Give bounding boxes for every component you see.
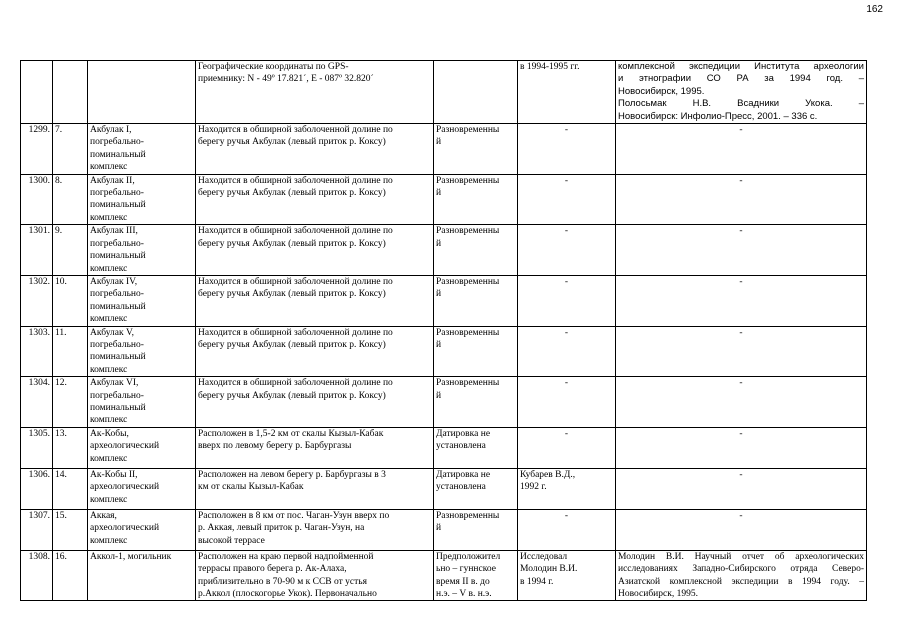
location-line: высокой террасе xyxy=(198,535,265,546)
cell-num: 10. xyxy=(53,275,88,326)
cell-research xyxy=(518,468,616,509)
cell-name xyxy=(88,550,196,601)
dating-line: Разновременны xyxy=(436,510,500,521)
cell-name xyxy=(88,225,196,276)
name-line: Аккол-1, могильник xyxy=(90,551,172,562)
cell-id: 1301. xyxy=(21,225,53,276)
research-line: Исследовал xyxy=(520,551,568,562)
cell-num: 13. xyxy=(53,427,88,468)
table-row xyxy=(21,509,867,550)
cell-research: в 1994-1995 гг. xyxy=(518,61,616,124)
name-line: поминальный xyxy=(90,402,146,413)
dating-line: Датировка не xyxy=(436,469,491,480)
cell-location xyxy=(196,509,434,550)
name-line: Акбулак IV, xyxy=(90,276,138,287)
name-line: комплекс xyxy=(90,314,128,325)
dating-line: й xyxy=(436,188,442,199)
cell-literature: - xyxy=(616,225,867,276)
cell-research: - xyxy=(518,124,616,175)
cell-location xyxy=(196,61,434,124)
name-line: поминальный xyxy=(90,149,146,160)
cell-num: 7. xyxy=(53,124,88,175)
dating-line: ьно – гуннское xyxy=(436,564,496,575)
name-line: погребально- xyxy=(90,289,144,300)
name-line: Ак-Кобы II, xyxy=(90,469,138,480)
name-line: погребально- xyxy=(90,339,144,350)
name-line: Акбулак VI, xyxy=(90,378,139,389)
cell-dating xyxy=(434,326,518,377)
cell-num: 8. xyxy=(53,174,88,225)
cell-location xyxy=(196,275,434,326)
cell-location xyxy=(196,427,434,468)
cell-literature: - xyxy=(616,326,867,377)
cell-dating xyxy=(434,174,518,225)
cell-name xyxy=(88,275,196,326)
name-line: погребально- xyxy=(90,137,144,148)
cell-literature: - xyxy=(616,124,867,175)
location-line: км от скалы Кызыл-Кабак xyxy=(198,482,304,493)
location-line: Расположен в 1,5-2 км от скалы Кызыл-Кабак xyxy=(198,428,384,439)
table-row xyxy=(21,468,867,509)
cell-name xyxy=(88,326,196,377)
cell-name xyxy=(88,509,196,550)
location-line: берегу ручья Акбулак (левый приток р. Коксу) xyxy=(198,390,386,401)
cell-name xyxy=(88,427,196,468)
cell-location xyxy=(196,377,434,428)
dating-line: Разновременны xyxy=(436,226,500,237)
table-row xyxy=(21,326,867,377)
cell-dating xyxy=(434,427,518,468)
name-line: поминальный xyxy=(90,352,146,363)
cell-name xyxy=(88,174,196,225)
research-line: Кубарев В.Д., xyxy=(520,469,576,480)
literature-line: Полосьмак Н.В. Всадники Укока. – xyxy=(618,98,864,110)
table-row xyxy=(21,550,867,601)
literature-line: Молодин В.И. Научный отчет об археологических xyxy=(618,551,864,562)
cell-research: - xyxy=(518,427,616,468)
cell-num: 15. xyxy=(53,509,88,550)
name-line: археологический xyxy=(90,482,160,493)
dating-line: Разновременны xyxy=(436,276,500,287)
name-line: археологический xyxy=(90,441,160,452)
cell-dating xyxy=(434,61,518,124)
literature-line: Новосибирск: Инфолио-Пресс, 2001. – 336 с. xyxy=(618,110,818,122)
cell-name xyxy=(88,61,196,124)
name-line: комплекс xyxy=(90,494,128,505)
cell-research: - xyxy=(518,377,616,428)
name-line: Акбулак III, xyxy=(90,226,138,237)
literature-line: исследованиях Западно-Сибирского отряда Северо- xyxy=(618,564,864,575)
cell-literature: - xyxy=(616,174,867,225)
location-line: берегу ручья Акбулак (левый приток р. Коксу) xyxy=(198,238,386,249)
cell-id: 1304. xyxy=(21,377,53,428)
cell-id: 1300. xyxy=(21,174,53,225)
cell-research: - xyxy=(518,326,616,377)
dating-line: й xyxy=(436,238,442,249)
cell-num: 16. xyxy=(53,550,88,601)
cell-dating xyxy=(434,124,518,175)
location-line: Находится в обширной заболоченной долине по xyxy=(198,125,393,136)
cell-literature: - xyxy=(616,468,867,509)
cell-name xyxy=(88,468,196,509)
literature-line: и этнографии СО РА за 1994 год. – xyxy=(618,73,864,85)
location-line: вверх по левому берегу р. Барбургазы xyxy=(198,441,352,452)
name-line: комплекс xyxy=(90,453,128,464)
location-line: р. Аккая, левый приток р. Чаган-Узун, на xyxy=(198,523,365,534)
cell-dating xyxy=(434,468,518,509)
location-line: приблизительно в 70-90 м к ССВ от устья xyxy=(198,576,367,587)
name-line: поминальный xyxy=(90,251,146,262)
name-line: погребально- xyxy=(90,390,144,401)
dating-line: й xyxy=(436,289,442,300)
research-line: 1992 г. xyxy=(520,482,547,493)
table-row xyxy=(21,174,867,225)
cell-literature: - xyxy=(616,427,867,468)
location-line: р.Аккол (плоскогорье Укок). Первоначально xyxy=(198,589,377,599)
location-line: берегу ручья Акбулак (левый приток р. Коксу) xyxy=(198,339,386,350)
cell-literature: - xyxy=(616,377,867,428)
cell-dating xyxy=(434,550,518,601)
literature-line: комплексной экспедиции Института археологии xyxy=(618,61,864,72)
dating-line: Разновременны xyxy=(436,378,500,389)
dating-line: н.э. – V в. н.э. xyxy=(436,589,492,599)
literature-line: Азиатской комплексной экспедиции в 1994 году. – xyxy=(618,576,864,587)
location-line: Расположен в 8 км от пос. Чаган-Узун вверх по xyxy=(198,510,390,521)
location-line: Расположен на левом берегу р. Барбургазы в 3 xyxy=(198,469,386,480)
name-line: погребально- xyxy=(90,188,144,199)
dating-line: й xyxy=(436,137,442,148)
cell-dating xyxy=(434,509,518,550)
cell-location xyxy=(196,326,434,377)
cell-literature xyxy=(616,550,867,601)
cell-name xyxy=(88,377,196,428)
cell-id: 1308. xyxy=(21,550,53,601)
dating-line: й xyxy=(436,390,442,401)
table-row xyxy=(21,427,867,468)
cell-dating xyxy=(434,377,518,428)
cell-num xyxy=(53,61,88,124)
cell-literature xyxy=(616,61,867,124)
dating-line: установлена xyxy=(436,482,486,493)
cell-id: 1299. xyxy=(21,124,53,175)
dating-line: время II в. до xyxy=(436,576,490,587)
cell-literature: - xyxy=(616,275,867,326)
name-line: комплекс xyxy=(90,162,128,173)
name-line: поминальный xyxy=(90,200,146,211)
location-line: Находится в обширной заболоченной долине по xyxy=(198,276,393,287)
location-line: Расположен на краю первой надпойменной xyxy=(198,551,374,562)
dating-line: Предположител xyxy=(436,551,501,562)
cell-id xyxy=(21,61,53,124)
name-line: Акбулак II, xyxy=(90,175,135,186)
cell-research: - xyxy=(518,174,616,225)
location-line: Находится в обширной заболоченной долине по xyxy=(198,327,393,338)
cell-research: - xyxy=(518,275,616,326)
page-number: 162 xyxy=(866,4,883,15)
cell-name xyxy=(88,124,196,175)
name-line: погребально- xyxy=(90,238,144,249)
literature-line: Новосибирск, 1995. xyxy=(618,85,705,97)
cell-location xyxy=(196,550,434,601)
cell-research: - xyxy=(518,509,616,550)
cell-dating xyxy=(434,225,518,276)
dating-line: й xyxy=(436,523,442,534)
research-line: в 1994 г. xyxy=(520,576,554,587)
table-row xyxy=(21,377,867,428)
name-line: комплекс xyxy=(90,415,128,426)
table-row xyxy=(21,225,867,276)
name-line: Аккая, xyxy=(90,510,117,521)
cell-id: 1306. xyxy=(21,468,53,509)
cell-location xyxy=(196,468,434,509)
cell-id: 1302. xyxy=(21,275,53,326)
dating-line: установлена xyxy=(436,441,486,452)
cell-num: 14. xyxy=(53,468,88,509)
name-line: комплекс xyxy=(90,535,128,546)
cell-research xyxy=(518,550,616,601)
cell-num: 12. xyxy=(53,377,88,428)
cell-literature: - xyxy=(616,509,867,550)
dating-line: Разновременны xyxy=(436,327,500,338)
cell-research: - xyxy=(518,225,616,276)
dating-line: Разновременны xyxy=(436,125,500,136)
table-row-continued xyxy=(21,61,867,124)
cell-id: 1305. xyxy=(21,427,53,468)
cell-id: 1303. xyxy=(21,326,53,377)
name-line: Акбулак I, xyxy=(90,125,132,136)
location-line: Находится в обширной заболоченной долине по xyxy=(198,226,393,237)
monument-register-table xyxy=(20,60,867,601)
coords-line: приемнику: N - 49º 17.821´, E - 087º 32.820´ xyxy=(198,74,374,85)
cell-num: 11. xyxy=(53,326,88,377)
cell-dating xyxy=(434,275,518,326)
name-line: Акбулак V, xyxy=(90,327,135,338)
name-line: археологический xyxy=(90,523,160,534)
name-line: комплекс xyxy=(90,263,128,274)
cell-location xyxy=(196,225,434,276)
location-line: берегу ручья Акбулак (левый приток р. Коксу) xyxy=(198,188,386,199)
location-line: берегу ручья Акбулак (левый приток р. Коксу) xyxy=(198,137,386,148)
table-row xyxy=(21,124,867,175)
name-line: комплекс xyxy=(90,212,128,223)
table-row xyxy=(21,275,867,326)
name-line: поминальный xyxy=(90,301,146,312)
dating-line: Разновременны xyxy=(436,175,500,186)
dating-line: Датировка не xyxy=(436,428,491,439)
location-line: берегу ручья Акбулак (левый приток р. Коксу) xyxy=(198,289,386,300)
location-line: Находится в обширной заболоченной долине по xyxy=(198,378,393,389)
location-line: Находится в обширной заболоченной долине по xyxy=(198,175,393,186)
literature-line: Новосибирск, 1995. xyxy=(618,589,698,599)
cell-location xyxy=(196,174,434,225)
location-line: террасы правого берега р. Ак-Алаха, xyxy=(198,564,347,575)
name-line: Ак-Кобы, xyxy=(90,428,129,439)
name-line: комплекс xyxy=(90,364,128,375)
research-line: Молодин В.И. xyxy=(520,564,578,575)
coords-line: Географические координаты по GPS- xyxy=(198,62,349,72)
cell-num: 9. xyxy=(53,225,88,276)
dating-line: й xyxy=(436,339,442,350)
cell-id: 1307. xyxy=(21,509,53,550)
cell-location xyxy=(196,124,434,175)
